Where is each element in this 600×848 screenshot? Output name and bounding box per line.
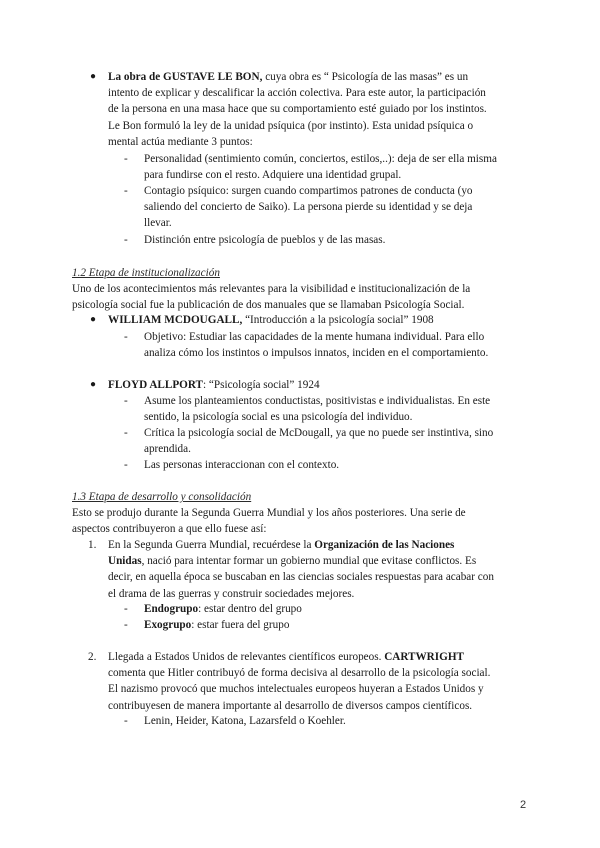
le-bon-paragraph <box>108 69 548 150</box>
institucionalizacion-intro: Uno de los acontecimientos más relevantes para la visibilidad e institucionalización de la psicología social fue la publicación de dos manuales que se llamaban Psicología Social. <box>72 283 471 312</box>
dash-marker: - <box>124 185 128 197</box>
desarrollo-intro: Esto se produjo durante la Segunda Guerra Mundial y los años posteriores. Una serie de aspectos contribuyeron a que ello fuese así: <box>72 507 466 536</box>
dash-marker: - <box>124 619 128 631</box>
sub-item-critica: Crítica la psicología social de McDougall, ya que no puede ser instintiva, sino aprendida. <box>144 427 494 456</box>
section-heading-desarrollo: 1.3 Etapa de desarrollo y consolidación <box>72 491 252 503</box>
page-number: 2 <box>520 799 527 811</box>
bullet-le-bon: ● <box>90 71 97 82</box>
allport-item: FLOYD ALLPORT: “Psicología social” 1924 <box>108 379 320 391</box>
allport-name: FLOYD ALLPORT <box>108 379 204 391</box>
bullet-allport: ● <box>90 379 97 390</box>
onu-name: Organización de las Naciones <box>314 539 455 551</box>
sub-item-distincion: Distinción entre psicología de pueblos y de las masas. <box>144 234 386 246</box>
numbered-item-onu: En la Segunda Guerra Mundial, recuérdese la Organización de las Naciones Unidas, nació para intentar formar un gobierno mundial que evitase conflictos. Es decir, en aquella época se buscaban en las ciencias sociales respuestas para acabar con el drama de las guerras y construir sociedades mejores. <box>108 539 494 600</box>
mcdougall-name: WILLIAM MCDOUGALL, <box>108 314 243 326</box>
sub-item-asume: Asume los planteamientos conductistas, positivistas e individualistas. En este sentido, la psicología social es una psicología del individuo. <box>144 395 491 424</box>
le-bon-lead: La obra de GUSTAVE LE BON, <box>108 71 263 83</box>
mcdougall-item: WILLIAM MCDOUGALL, “Introducción a la psicología social” 1908 <box>108 314 434 326</box>
dash-marker: - <box>124 603 128 615</box>
numbered-item-cartwright: Llegada a Estados Unidos de relevantes científicos europeos. CARTWRIGHT comenta que Hitler contribuyó de forma decisiva al desarrollo de la psicología social. El nazismo provocó que muchos intelectuales europeos huyeran a Estados Unidos y contribuyesen de manera importante al desarrollo de diversos campos científicos. <box>108 651 491 712</box>
cartwright-name: CARTWRIGHT <box>384 651 464 663</box>
section-heading-institucionalizacion: 1.2 Etapa de institucionalización <box>72 267 220 279</box>
dash-marker: - <box>124 153 128 165</box>
bullet-mcdougall: ● <box>90 314 97 325</box>
le-bon-line: Le Bon formuló la ley de la unidad psíquica (por instinto). Esta unidad psíquica o <box>108 119 474 132</box>
sub-item-objetivo: Objetivo: Estudiar las capacidades de la mente humana individual. Para ello analiza cómo los instintos o impulsos innatos, inciden en el comportamiento. <box>144 331 489 360</box>
dash-marker: - <box>124 459 128 471</box>
dash-marker: - <box>124 234 128 246</box>
dash-marker: - <box>124 395 128 407</box>
le-bon-line: mental actúa mediante 3 puntos: <box>108 135 253 148</box>
dash-marker: - <box>124 427 128 439</box>
list-number-1: 1. <box>88 539 97 551</box>
sub-item-contagio: Contagio psíquico: surgen cuando compartimos patrones de conducta (yo saliendo del concierto de Saiko). La persona pierde su identidad y se deja llevar. <box>144 185 473 230</box>
sub-item-endogrupo: Endogrupo: estar dentro del grupo <box>144 603 302 615</box>
le-bon-line: de la persona en una masa hace que su comportamiento esté guiado por los instintos. <box>108 103 487 116</box>
dash-marker: - <box>124 331 128 343</box>
sub-item-cientificos: Lenin, Heider, Katona, Lazarsfeld o Koehler. <box>144 715 346 727</box>
dash-marker: - <box>124 715 128 727</box>
list-number-2: 2. <box>88 651 97 663</box>
sub-item-interaccionan: Las personas interaccionan con el contexto. <box>144 459 340 471</box>
sub-item-personalidad: Personalidad (sentimiento común, conciertos, estilos,..): deja de ser ella misma para fundirse con el resto. Adquiere una identidad grupal. <box>144 153 497 182</box>
sub-item-exogrupo: Exogrupo: estar fuera del grupo <box>144 619 290 631</box>
le-bon-line-1: La obra de GUSTAVE LE BON, cuya obra es “ Psicología de las masas” es un <box>108 71 469 83</box>
le-bon-line: intento de explicar y descalificar la acción colectiva. Para este autor, la participación <box>108 87 486 100</box>
